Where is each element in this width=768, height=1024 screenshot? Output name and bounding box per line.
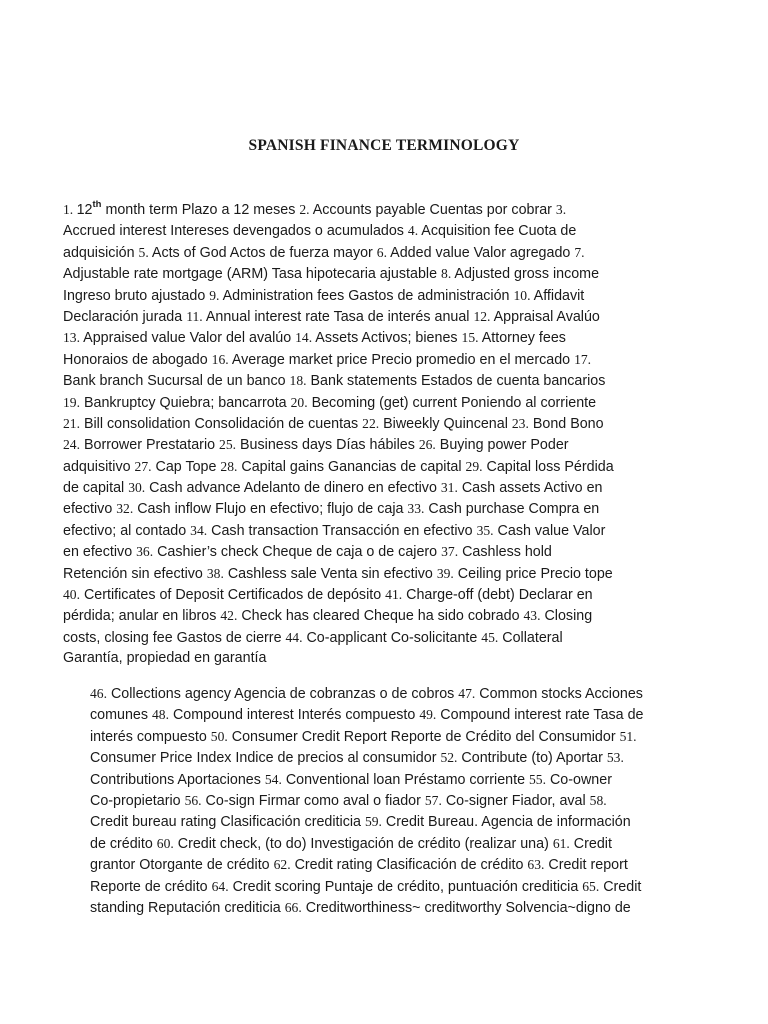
text-line (63, 285, 723, 306)
text-line (63, 434, 723, 455)
term-text: Co-signer Fiador, aval (441, 792, 590, 809)
term-text: Bill consolidation Consolidación de cuentas (80, 415, 363, 432)
term-number: 57. (424, 792, 442, 808)
term-text: Adjustable rate mortgage (ARM) Tasa hipotecaria ajustable (63, 266, 442, 283)
term-text: Appraised value Valor del avalúo (80, 330, 296, 347)
term-number: 60. (156, 835, 174, 851)
text-line (63, 584, 723, 605)
term-number: 12. (473, 308, 491, 324)
term-number: 21. (63, 415, 80, 431)
term-text: standing Reputación crediticia (90, 899, 285, 916)
term-text: Collections agency Agencia de cobranzas o de cobros (107, 686, 459, 702)
text-line (63, 648, 723, 669)
term-text: Credit (599, 878, 642, 895)
term-text: Credit check, (to do) Investigación de crédito (realizar una) (173, 835, 553, 852)
term-number: 28. (220, 458, 238, 474)
term-text: comunes (90, 707, 152, 724)
term-text: Cash assets Activo en (457, 480, 603, 497)
text-line (63, 498, 723, 519)
term-number: 34. (190, 522, 208, 538)
term-text: Cashless hold (458, 544, 552, 561)
term-text: Reporte de crédito (90, 878, 212, 895)
term-text: Adjusted gross income (451, 266, 600, 283)
term-number: 38. (206, 565, 224, 581)
term-number: 37. (441, 544, 459, 560)
term-number: 24. (63, 437, 80, 453)
term-number: 14. (295, 330, 313, 346)
text-line (90, 726, 730, 747)
text-line (90, 769, 730, 790)
term-text: costs, closing fee Gastos de cierre (63, 629, 286, 646)
term-number: 5. (138, 244, 149, 260)
term-number: 48. (151, 707, 169, 723)
term-text: Ceiling price Precio tope (453, 565, 613, 582)
term-number: 31. (440, 480, 458, 496)
text-line (63, 413, 723, 434)
term-text: Cash transaction Transacción en efectivo (207, 522, 477, 539)
term-text: Attorney fees (478, 330, 566, 347)
term-text: Creditworthiness~ creditworthy Solvencia~digno de (301, 899, 631, 916)
term-text: Bond Bono (528, 415, 604, 432)
term-text: Retención sin efectivo (63, 565, 207, 582)
page-title: SPANISH FINANCE TERMINOLOGY (248, 137, 520, 154)
text-line (63, 242, 723, 263)
text-line (90, 833, 730, 854)
term-text: Compound interest rate Tasa de (436, 707, 644, 724)
term-text: Co-sign Firmar como aval o fiador (201, 792, 425, 809)
term-number: 15. (461, 330, 479, 346)
term-text: Cashless sale Venta sin efectivo (223, 565, 437, 582)
term-text: Co-owner (546, 771, 612, 788)
term-number: 63. (527, 857, 545, 873)
term-text: Acts of God Actos de fuerza mayor (148, 244, 377, 261)
text-line (63, 392, 723, 413)
term-text: Cap Tope (151, 458, 221, 475)
text-line (63, 349, 723, 370)
term-text: Capital loss Pérdida (482, 458, 614, 475)
term-text: Business days Días hábiles (236, 437, 419, 454)
term-text: Ingreso bruto ajustado (63, 287, 210, 304)
term-text: Contributions Aportaciones (90, 771, 265, 788)
term-number: 40. (63, 587, 80, 603)
term-number: 53. (606, 750, 624, 766)
text-line (63, 370, 723, 391)
text-line (63, 541, 723, 562)
term-number: 47. (458, 686, 476, 701)
term-text: Common stocks Acciones (475, 686, 643, 702)
term-text: en efectivo (63, 544, 137, 561)
term-number: 61. (552, 835, 570, 851)
term-text: Conventional loan Préstamo corriente (281, 771, 529, 788)
term-number: 3. (555, 202, 567, 217)
term-text: Credit bureau rating Clasificación crediticia (90, 814, 365, 831)
term-text: Accounts payable Cuentas por cobrar (309, 202, 556, 218)
term-number: 18. (289, 373, 307, 389)
term-number: 65. (582, 878, 600, 894)
term-number: 32. (116, 501, 134, 517)
term-text: Co-propietario (90, 792, 185, 809)
term-text: efectivo (63, 501, 117, 518)
term-text: Bank statements Estados de cuenta bancarios (306, 373, 606, 390)
text-line (63, 627, 723, 648)
term-text: Credit scoring Puntaje de crédito, puntuación crediticia (228, 878, 583, 895)
term-text: de crédito (90, 835, 157, 852)
text-line (63, 306, 723, 327)
term-text: Contribute (to) Aportar (457, 750, 607, 767)
text-line (63, 199, 723, 220)
term-number: 27. (134, 458, 152, 474)
term-text: Acquisition fee Cuota de (418, 223, 577, 240)
term-text: adquisición (63, 244, 139, 261)
ordinal-suffix: th (92, 199, 102, 211)
term-number: 54. (264, 771, 282, 787)
term-number: 2. (299, 202, 310, 217)
term-text: Collateral (498, 629, 563, 646)
term-text: Co-applicant Co-solicitante (302, 629, 482, 646)
term-number: 1. (63, 202, 77, 217)
term-number: 44. (285, 629, 303, 645)
term-number: 16. (211, 351, 229, 367)
term-text: interés compuesto (90, 728, 211, 745)
term-text: Consumer Price Index Indice de precios al consumidor (90, 750, 441, 767)
text-line (90, 876, 730, 897)
term-number: 41. (385, 587, 403, 603)
term-text: de capital (63, 480, 129, 497)
term-text: Biweekly Quincenal (379, 415, 512, 432)
term-number: 17. (574, 351, 592, 367)
term-number: 59. (364, 814, 382, 830)
term-text: Cash advance Adelanto de dinero en efectivo (145, 480, 441, 497)
term-text: Buying power Poder (435, 437, 569, 454)
term-text: pérdida; anular en libros (63, 608, 221, 625)
term-text: Cash value Valor (493, 522, 606, 539)
term-number: 22. (362, 415, 380, 431)
term-text: Check has cleared Cheque ha sido cobrado (237, 608, 524, 625)
term-number: 10. (513, 287, 531, 303)
term-text: Credit rating Clasificación de crédito (290, 857, 528, 874)
term-text: Administration fees Gastos de administración (219, 287, 514, 304)
term-number: 43. (523, 608, 541, 624)
term-text: Bank branch Sucursal de un banco (63, 373, 290, 390)
term-text: Capital gains Ganancias de capital (237, 458, 466, 475)
term-text: efectivo; al contado (63, 522, 191, 539)
term-number: 23. (511, 415, 529, 431)
term-number: 30. (128, 480, 146, 496)
term-number: 33. (407, 501, 425, 517)
term-text: grantor Otorgante de crédito (90, 857, 274, 874)
term-number: 39. (436, 565, 454, 581)
term-number: 29. (465, 458, 483, 474)
term-number: 13. (63, 330, 80, 346)
text-line (90, 854, 730, 875)
term-number: 45. (481, 629, 499, 645)
text-line (63, 477, 723, 498)
term-text: Credit report (544, 857, 628, 874)
term-number: 64. (211, 878, 229, 894)
term-number: 49. (419, 707, 437, 723)
term-number: 25. (219, 437, 237, 453)
term-text: Bankruptcy Quiebra; bancarrota (80, 394, 291, 411)
term-text: Honoraios de abogado (63, 351, 212, 368)
text-line (63, 220, 723, 241)
term-number: 7. (574, 244, 585, 260)
term-text: Borrower Prestatario (80, 437, 220, 454)
term-text: Cash inflow Flujo en efectivo; flujo de caja (133, 501, 408, 518)
term-number: 50. (210, 728, 228, 744)
term-number: 58. (589, 792, 607, 808)
term-number: 11. (186, 308, 203, 324)
term-text: Charge-off (debt) Declarar en (402, 587, 593, 604)
term-number: 19. (63, 394, 80, 410)
glossary-paragraph-1 (63, 199, 723, 670)
term-text: Accrued interest Intereses devengados o acumulados (63, 223, 408, 240)
term-number: 52. (440, 750, 458, 766)
term-number: 20. (290, 394, 308, 410)
glossary-paragraph-2 (90, 683, 730, 918)
term-text: Consumer Credit Report Reporte de Crédito del Consumidor (227, 728, 620, 745)
term-number: 6. (376, 244, 387, 260)
term-number: 9. (209, 287, 220, 303)
text-line (63, 456, 723, 477)
term-text: 12 (76, 202, 93, 218)
term-number: 46. (90, 686, 107, 701)
text-line (90, 704, 730, 725)
term-number: 51. (619, 728, 637, 744)
term-text: Assets Activos; bienes (312, 330, 462, 347)
term-text: Becoming (get) current Poniendo al corriente (307, 394, 597, 411)
text-line (90, 897, 730, 918)
term-text: adquisitivo (63, 458, 135, 475)
term-text: Credit Bureau. Agencia de información (381, 814, 631, 831)
text-line (90, 683, 730, 704)
text-line (90, 811, 730, 832)
term-text: Annual interest rate Tasa de interés anual (202, 308, 474, 325)
text-line (90, 790, 730, 811)
term-text: Appraisal Avalúo (490, 308, 600, 325)
term-number: 26. (418, 437, 436, 453)
term-number: 56. (184, 792, 202, 808)
term-text: Compound interest Interés compuesto (168, 707, 420, 724)
term-text: Average market price Precio promedio en el mercado (228, 351, 575, 368)
term-number: 62. (273, 857, 291, 873)
term-number: 4. (407, 223, 419, 239)
term-text: month term Plazo a 12 meses (101, 202, 300, 218)
text-line (63, 605, 723, 626)
term-text: Closing (540, 608, 593, 625)
term-text: Cashier’s check Cheque de caja o de cajero (153, 544, 442, 561)
text-line (63, 327, 723, 348)
term-number: 42. (220, 608, 238, 624)
term-number: 55. (529, 771, 546, 787)
term-text: Affidavit (530, 287, 585, 304)
text-line (63, 263, 723, 284)
term-number: 8. (441, 266, 452, 282)
text-line (63, 563, 723, 584)
term-text: Added value Valor agregado (387, 244, 575, 261)
text-line (63, 520, 723, 541)
term-number: 36. (136, 544, 154, 560)
term-text: Cash purchase Compra en (424, 501, 600, 518)
term-text: Declaración jurada (63, 308, 187, 325)
term-text: Certificates of Deposit Certificados de depósito (80, 587, 386, 604)
term-number: 35. (476, 522, 494, 538)
term-text: Garantía, propiedad en garantía (63, 650, 267, 667)
term-number: 66. (284, 899, 302, 915)
term-text: Credit (569, 835, 612, 852)
text-line (90, 747, 730, 768)
